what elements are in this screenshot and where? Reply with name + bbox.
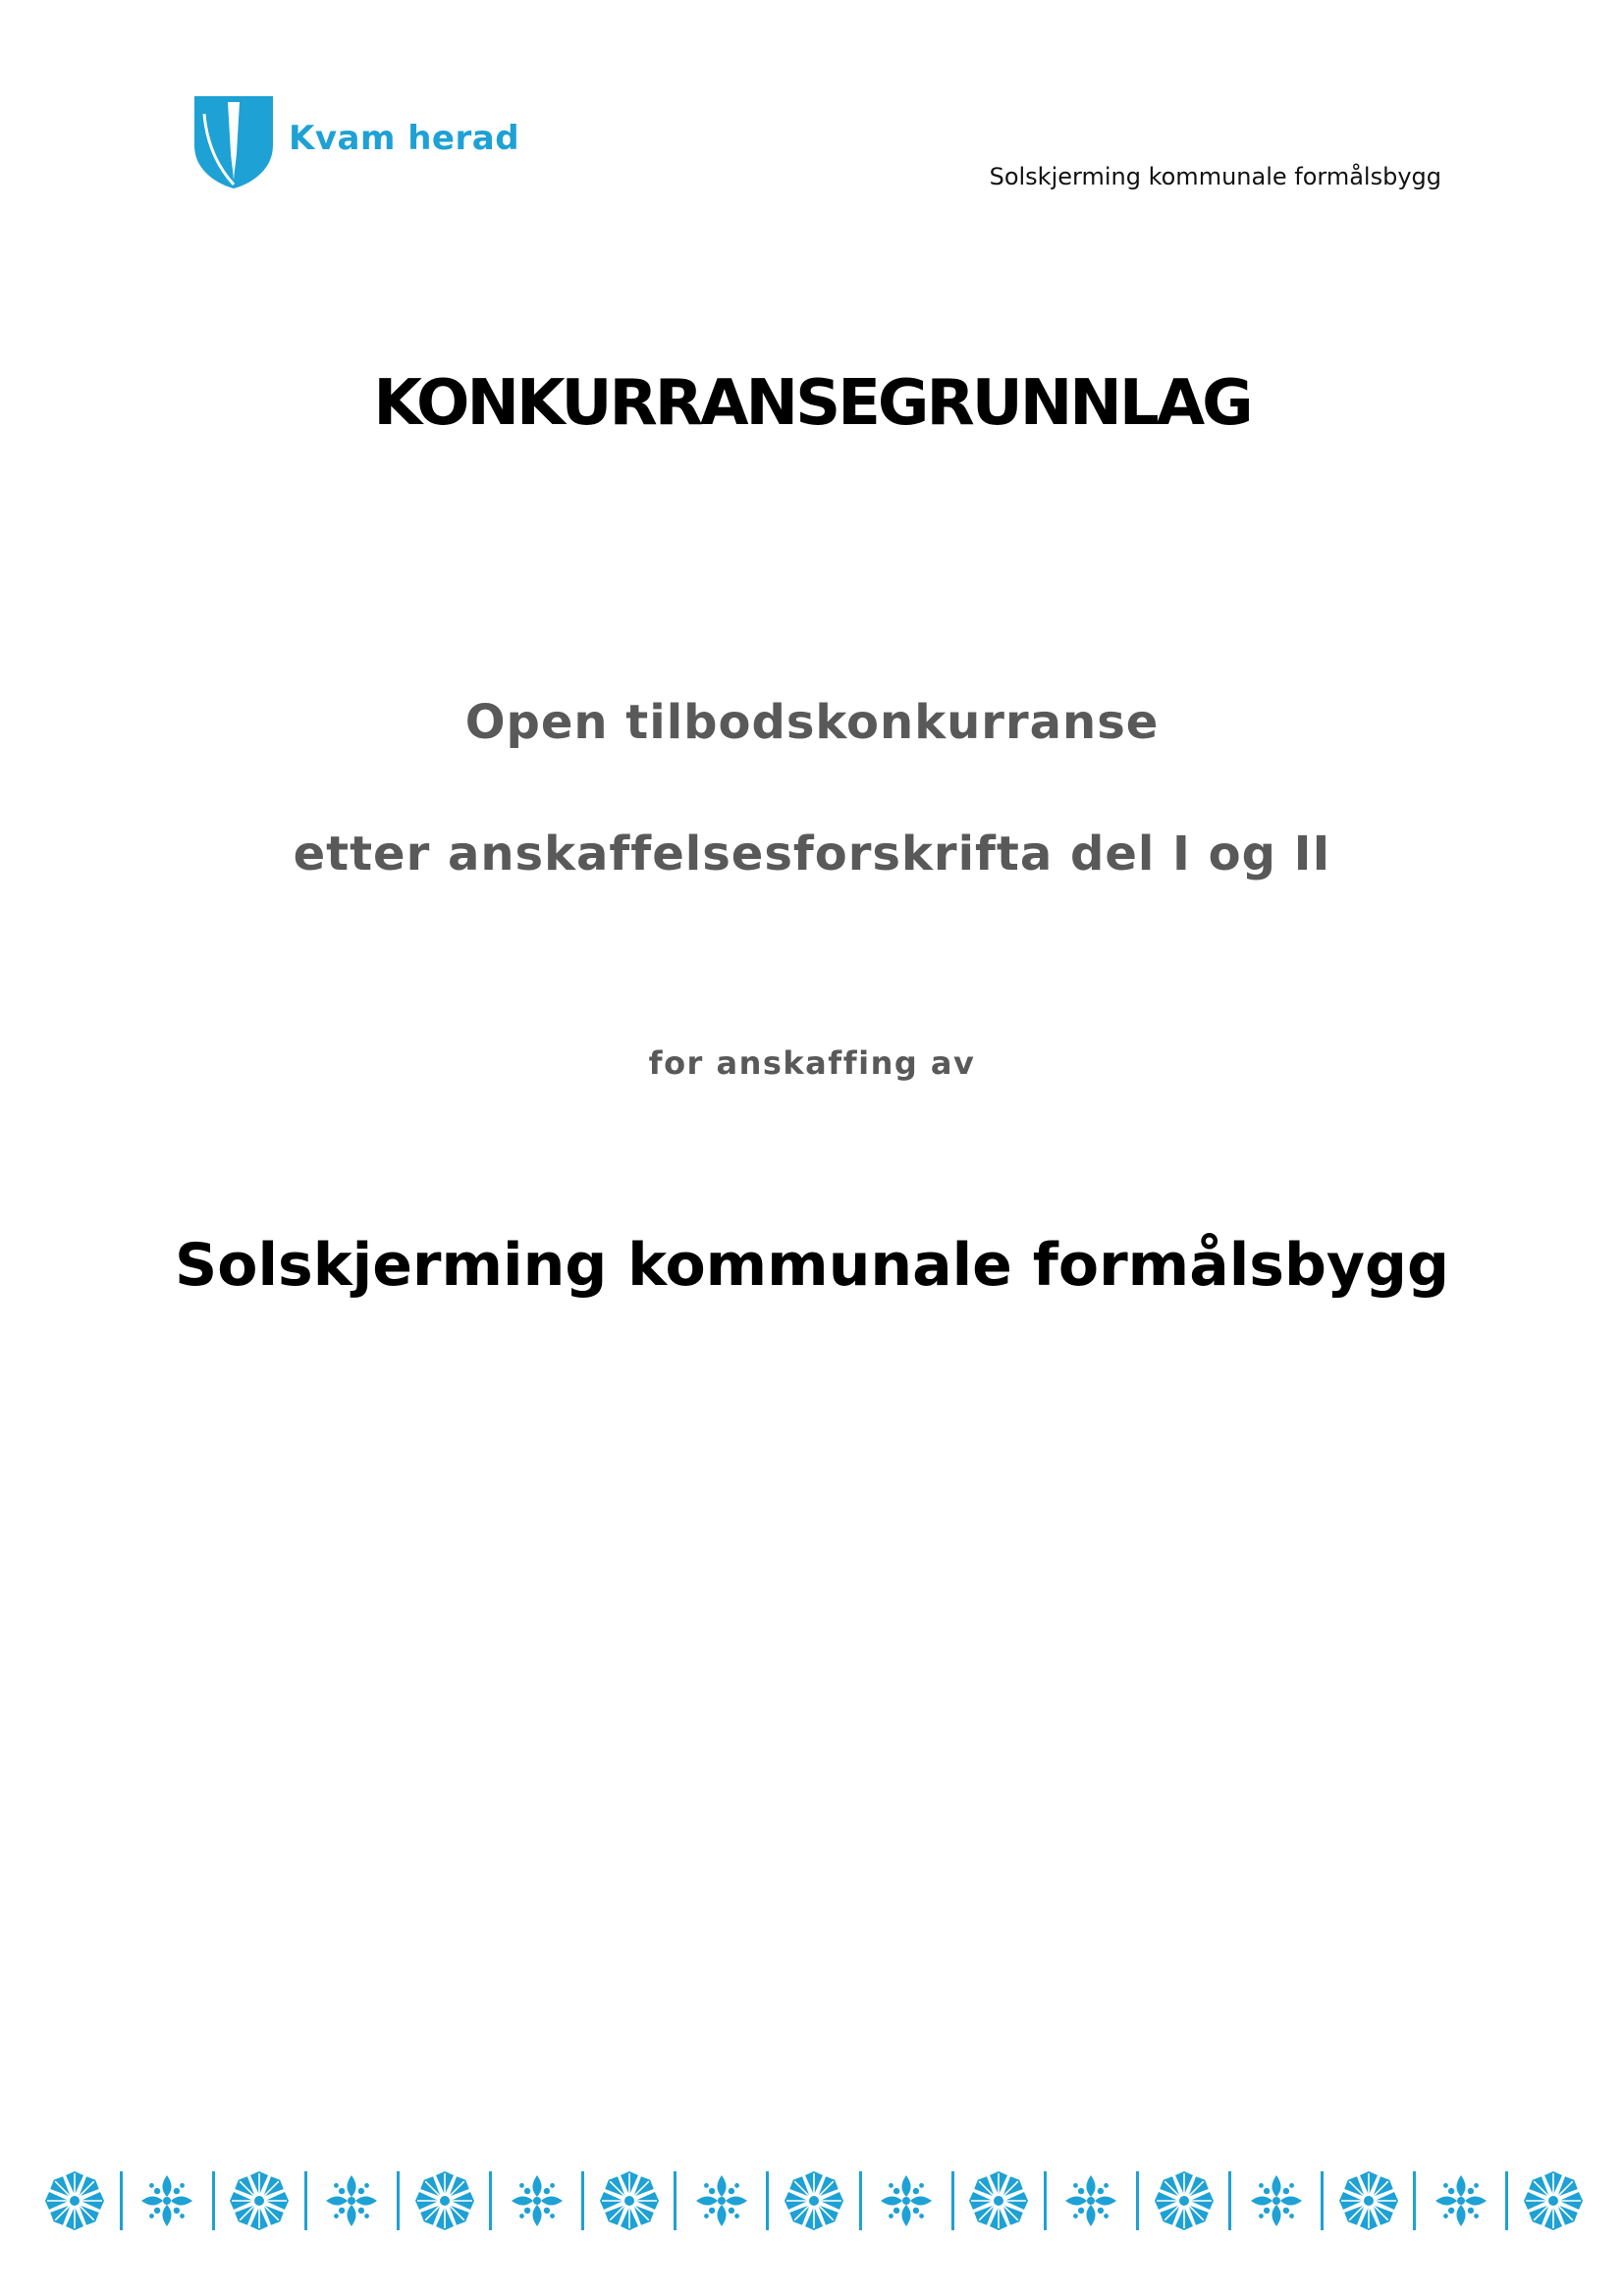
ornament-separator <box>120 2171 123 2230</box>
snowflake-star-icon <box>783 2169 845 2232</box>
ornament-separator <box>674 2171 677 2230</box>
ornament-separator <box>766 2171 769 2230</box>
ornament-separator <box>212 2171 215 2230</box>
snowflake-cross-icon <box>320 2169 383 2232</box>
ornament-separator <box>1413 2171 1416 2230</box>
ornament-separator <box>489 2171 492 2230</box>
ornament-separator <box>951 2171 954 2230</box>
procedure-subtitle: Open tilbodskonkurranse <box>464 695 1160 750</box>
snowflake-cross-icon <box>135 2169 198 2232</box>
document-title: KONKURRANSEGRUNNLAG <box>373 367 1251 440</box>
shield-icon <box>192 94 275 188</box>
ornament-separator <box>581 2171 584 2230</box>
snowflake-star-icon <box>43 2169 106 2232</box>
snowflake-star-icon <box>413 2169 476 2232</box>
snowflake-cross-icon <box>1059 2169 1122 2232</box>
regulation-subtitle: etter anskaffelsesforskrifta del I og II <box>293 827 1331 881</box>
ornament-separator <box>1505 2171 1508 2230</box>
snowflake-star-icon <box>1153 2169 1216 2232</box>
decorative-ornament-border <box>43 2165 1585 2236</box>
logo-text: Kvam herad <box>289 119 520 158</box>
snowflake-cross-icon <box>506 2169 568 2232</box>
procurement-intro: for anskaffing av <box>648 1044 976 1082</box>
ornament-separator <box>859 2171 862 2230</box>
snowflake-star-icon <box>1337 2169 1400 2232</box>
kvam-herad-logo <box>192 94 519 188</box>
running-header-title: Solskjerming kommunale formålsbygg <box>989 163 1441 190</box>
snowflake-cross-icon <box>1430 2169 1492 2232</box>
snowflake-star-icon <box>228 2169 291 2232</box>
project-title: Solskjerming kommunale formålsbygg <box>175 1231 1449 1300</box>
ornament-separator <box>304 2171 307 2230</box>
ornament-separator <box>1228 2171 1231 2230</box>
snowflake-star-icon <box>967 2169 1030 2232</box>
snowflake-star-icon <box>598 2169 661 2232</box>
snowflake-star-icon <box>1522 2169 1585 2232</box>
ornament-separator <box>397 2171 400 2230</box>
ornament-separator <box>1136 2171 1139 2230</box>
snowflake-cross-icon <box>875 2169 938 2232</box>
ornament-separator <box>1321 2171 1324 2230</box>
snowflake-cross-icon <box>690 2169 753 2232</box>
snowflake-cross-icon <box>1245 2169 1308 2232</box>
ornament-separator <box>1044 2171 1047 2230</box>
